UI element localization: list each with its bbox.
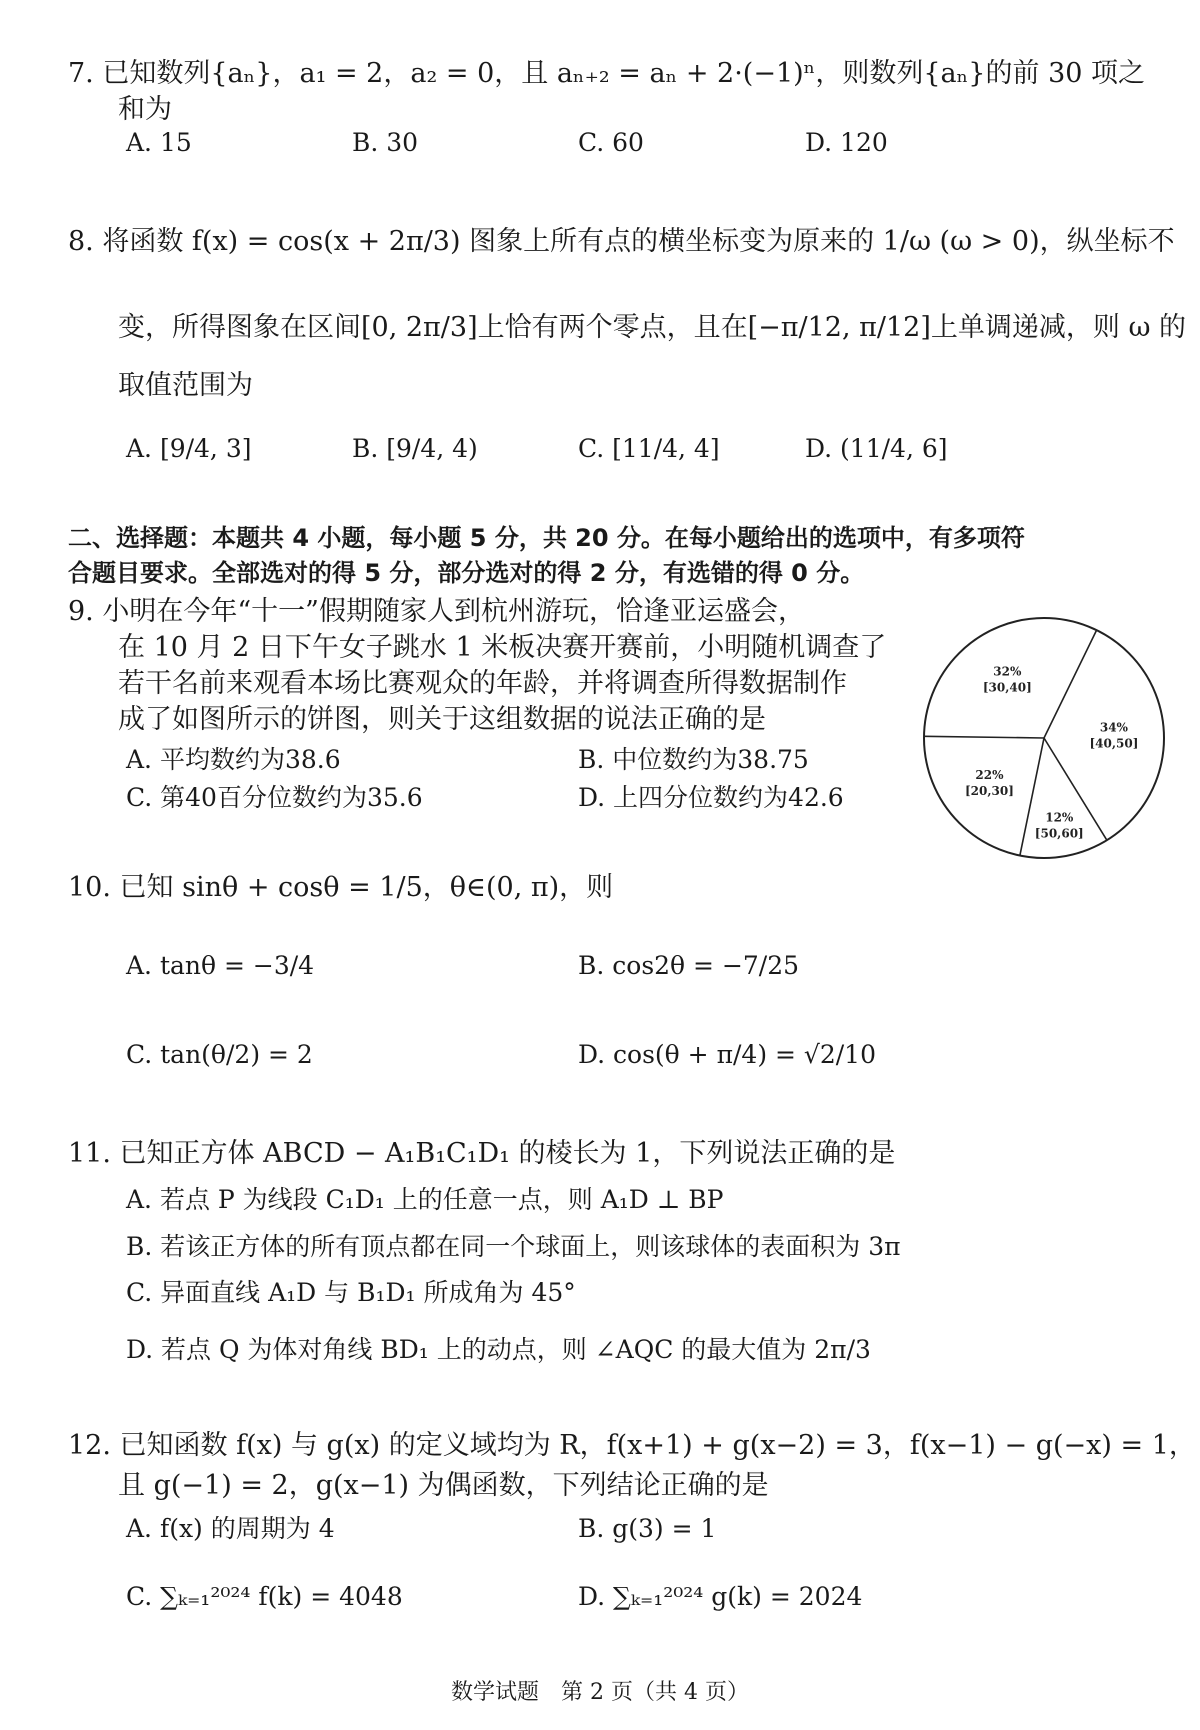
q7-option-c: C. 60 [578, 128, 644, 157]
q10-option-b: B. cos2θ = −7/25 [578, 951, 800, 980]
q7-option-a: A. 15 [126, 128, 192, 157]
q10-stem: 10. 已知 sinθ + cosθ = 1/5，θ∈(0, π)，则 [68, 872, 614, 903]
q9-line1: 9. 小明在今年“十一”假期随家人到杭州游玩，恰逢亚运盛会， [68, 596, 805, 627]
pie-percent-label: 34% [1099, 720, 1128, 735]
pie-percent-label: 32% [993, 664, 1022, 679]
q11-option-a: A. 若点 P 为线段 C₁D₁ 上的任意一点，则 A₁D ⊥ BP [126, 1185, 724, 1214]
q12-option-c: C. ∑ₖ₌₁²⁰²⁴ f(k) = 4048 [126, 1582, 403, 1611]
q8-option-d: D. (11/4, 6] [805, 434, 948, 463]
pie-percent-label: 12% [1045, 810, 1074, 825]
q9-option-d: D. 上四分位数约为42.6 [578, 783, 844, 812]
q8-line2: 变，所得图象在区间[0, 2π/3]上恰有两个零点，且在[−π/12, π/12]上单调递减，则 ω 的 [118, 312, 1187, 343]
q12-line1: 12. 已知函数 f(x) 与 g(x) 的定义域均为 R，f(x+1) + g(x−2) = 3，f(x−1) − g(−x) = 1， [68, 1430, 1196, 1461]
q8-line3: 取值范围为 [118, 370, 253, 401]
q11-option-c: C. 异面直线 A₁D 与 B₁D₁ 所成角为 45° [126, 1278, 576, 1307]
pie-range-label: [20,30] [964, 783, 1014, 798]
q9-option-b: B. 中位数约为38.75 [578, 745, 809, 774]
q7-option-b: B. 30 [352, 128, 419, 157]
pie-range-label: [50,60] [1034, 826, 1084, 841]
section2-heading-line2: 合题目要求。全部选对的得 5 分，部分选对的得 2 分，有选错的得 0 分。 [68, 559, 865, 587]
q9-line4: 成了如图所示的饼图，则关于这组数据的说法正确的是 [118, 704, 766, 735]
q10-option-a: A. tanθ = −3/4 [126, 951, 315, 980]
q10-option-c: C. tan(θ/2) = 2 [126, 1040, 313, 1069]
q11-option-d: D. 若点 Q 为体对角线 BD₁ 上的动点，则 ∠AQC 的最大值为 2π/3 [126, 1335, 871, 1364]
q12-line2: 且 g(−1) = 2，g(x−1) 为偶函数，下列结论正确的是 [118, 1470, 769, 1501]
q7-stem: 7. 已知数列{aₙ}，a₁ = 2，a₂ = 0，且 aₙ₊₂ = aₙ + 2·(−1)ⁿ，则数列{aₙ}的前 30 项之 [68, 58, 1146, 89]
q8-line1: 8. 将函数 f(x) = cos(x + 2π/3) 图象上所有点的横坐标变为原来的 1/ω (ω > 0)，纵坐标不 [68, 226, 1175, 257]
age-pie-chart [918, 612, 1170, 864]
q7-stem-cont: 和为 [118, 94, 172, 125]
q11-option-b: B. 若该正方体的所有顶点都在同一个球面上，则该球体的表面积为 3π [126, 1232, 901, 1261]
page-footer: 数学试题 第 2 页（共 4 页） [451, 1680, 749, 1705]
q8-option-a: A. [9/4, 3] [126, 434, 252, 463]
q9-line2: 在 10 月 2 日下午女子跳水 1 米板决赛开赛前，小明随机调查了 [118, 632, 887, 663]
q9-option-a: A. 平均数约为38.6 [126, 745, 341, 774]
q11-stem: 11. 已知正方体 ABCD − A₁B₁C₁D₁ 的棱长为 1，下列说法正确的是 [68, 1138, 896, 1169]
q7-option-d: D. 120 [805, 128, 888, 157]
section2-heading-line1: 二、选择题：本题共 4 小题，每小题 5 分，共 20 分。在每小题给出的选项中，有多项符 [68, 524, 1025, 552]
q8-option-c: C. [11/4, 4] [578, 434, 720, 463]
q12-option-b: B. g(3) = 1 [578, 1514, 717, 1543]
pie-range-label: [40,50] [1089, 736, 1139, 751]
q12-option-d: D. ∑ₖ₌₁²⁰²⁴ g(k) = 2024 [578, 1582, 863, 1611]
q10-option-d: D. cos(θ + π/4) = √2/10 [578, 1040, 876, 1069]
q9-option-c: C. 第40百分位数约为35.6 [126, 783, 423, 812]
pie-percent-label: 22% [975, 767, 1004, 782]
q12-option-a: A. f(x) 的周期为 4 [126, 1514, 335, 1543]
q9-line3: 若干名前来观看本场比赛观众的年龄，并将调查所得数据制作 [118, 668, 847, 699]
q8-option-b: B. [9/4, 4) [352, 434, 478, 463]
pie-range-label: [30,40] [982, 680, 1032, 695]
